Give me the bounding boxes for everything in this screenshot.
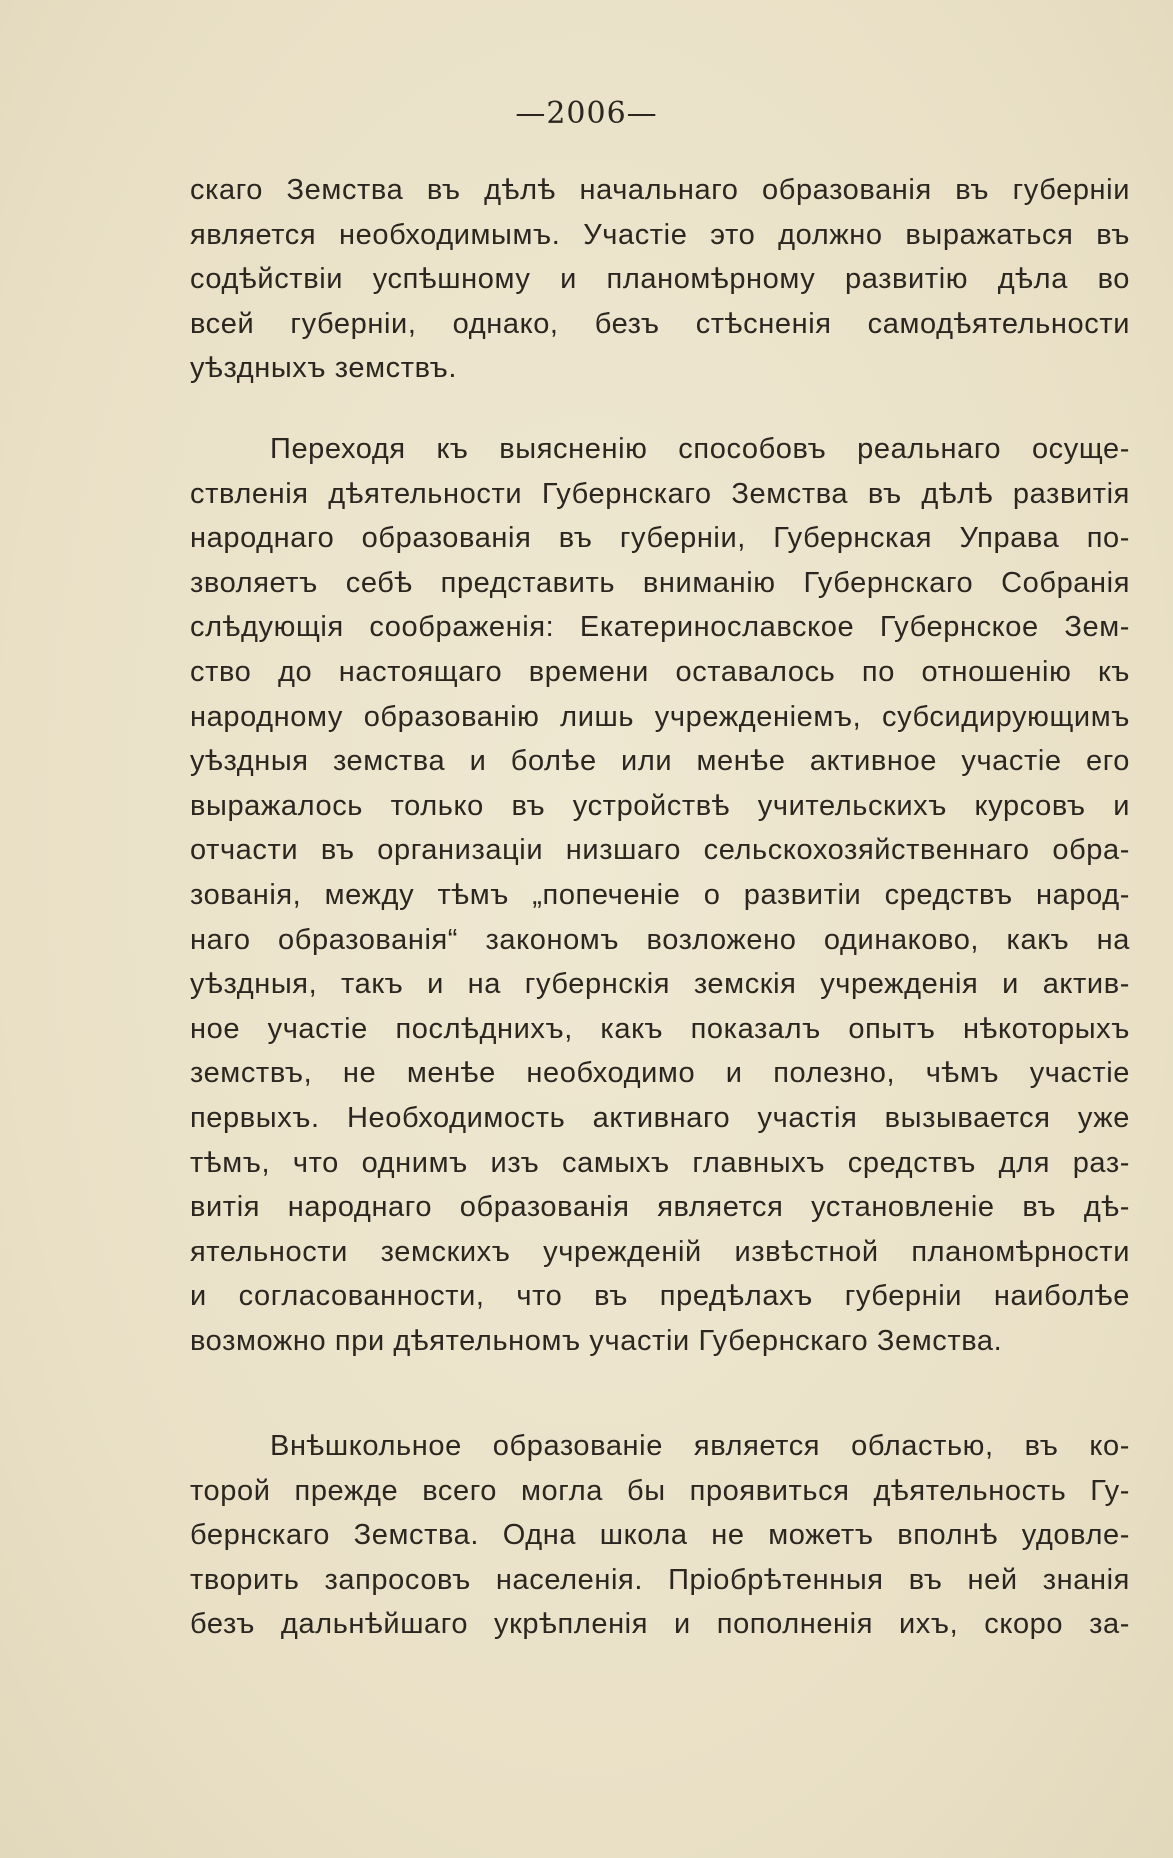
text-line: творить запросовъ населенія. Пріобрѣтенныя въ ней знанія xyxy=(190,1563,1130,1596)
text-line: бернскаго Земства. Одна школа не можетъ вполнѣ удовле- xyxy=(190,1519,1130,1552)
text-line: народному образованію лишь учрежденіемъ, субсидирующимъ xyxy=(190,700,1130,733)
text-line: народнаго образованія въ губерніи, Губернская Управа по- xyxy=(190,522,1130,555)
text-line: ное участіе послѣднихъ, какъ показалъ опытъ нѣкоторыхъ xyxy=(190,1012,1130,1045)
text-line: Переходя къ выясненію способовъ реальнаго осуще- xyxy=(270,433,1130,465)
text-line: скаго Земства въ дѣлѣ начальнаго образованія въ губерніи xyxy=(190,174,1130,206)
text-line: и согласованности, что въ предѣлахъ губерніи наиболѣе xyxy=(190,1280,1130,1313)
text-line: уѣздныя, такъ и на губернскія земскія учрежденія и актив- xyxy=(190,968,1130,1001)
text-line: выражалось только въ устройствѣ учительскихъ курсовъ и xyxy=(190,789,1130,822)
text-line: ствленія дѣятельности Губернскаго Земства въ дѣлѣ развитія xyxy=(190,477,1130,510)
text-line: тѣмъ, что однимъ изъ самыхъ главныхъ средствъ для раз- xyxy=(190,1146,1130,1179)
text-line: ятельности земскихъ учрежденій извѣстной планомѣрности xyxy=(190,1235,1130,1268)
paragraph-3 xyxy=(190,1424,1130,1647)
text-line: первыхъ. Необходимость активнаго участія вызывается уже xyxy=(190,1101,1130,1134)
text-line: возможно при дѣятельномъ участіи Губернскаго Земства. xyxy=(190,1324,1003,1357)
text-line: содѣйствіи успѣшному и планомѣрному развитію дѣла во xyxy=(190,263,1130,296)
text-line: Внѣшкольное образованіе является областью, въ ко- xyxy=(270,1430,1130,1462)
text-line: уѣздныхъ земствъ. xyxy=(190,352,458,385)
text-line: уѣздныя земства и болѣе или менѣе активное участіе его xyxy=(190,745,1130,778)
text-line: зованія, между тѣмъ „попеченіе о развитіи средствъ народ- xyxy=(190,878,1130,911)
text-line: витія народнаго образованія является установленіе въ дѣ- xyxy=(190,1191,1130,1224)
text-line: зволяетъ себѣ представить вниманію Губернскаго Собранія xyxy=(190,566,1130,599)
text-line: отчасти въ организаціи низшаго сельскохозяйственнаго обра- xyxy=(190,834,1130,867)
text-line: всей губерніи, однако, безъ стѣсненія самодѣятельности xyxy=(190,307,1130,340)
text-line: является необходимымъ. Участіе это должно выражаться въ xyxy=(190,218,1130,251)
text-line: безъ дальнѣйшаго укрѣпленія и пополненія ихъ, скоро за- xyxy=(190,1608,1130,1641)
paragraph-2 xyxy=(190,427,1130,1363)
text-line: земствъ, не менѣе необходимо и полезно, чѣмъ участіе xyxy=(190,1057,1130,1090)
text-line: ство до настоящаго времени оставалось по отношенію къ xyxy=(190,655,1130,688)
page-number: —2006— xyxy=(515,96,658,131)
text-line: наго образованія“ закономъ возложено одинаково, какъ на xyxy=(190,923,1130,956)
text-line: торой прежде всего могла бы проявиться дѣятельность Гу- xyxy=(190,1474,1130,1507)
text-line: слѣдующія соображенія: Екатеринославское Губернское Зем- xyxy=(190,611,1130,644)
paragraph-1 xyxy=(190,168,1130,391)
